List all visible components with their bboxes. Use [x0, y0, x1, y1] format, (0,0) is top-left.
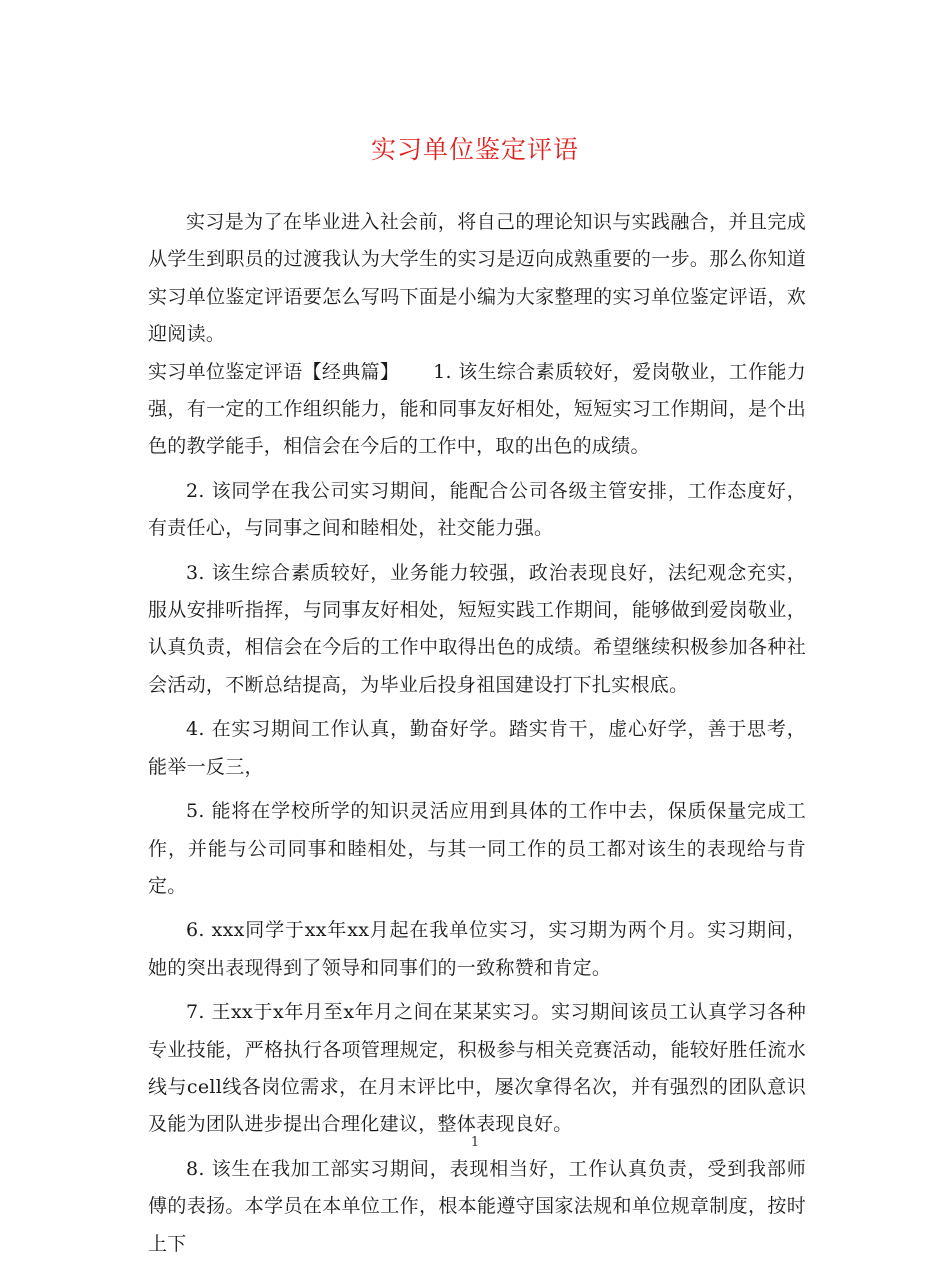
item-paragraph-4: 4. 在实习期间工作认真，勤奋好学。踏实肯干，虚心好学，善于思考，能举一反三， — [148, 718, 806, 778]
document-title: 实习单位鉴定评语 — [370, 135, 579, 164]
item-text-1: 1. 该生综合素质较好，爱岗敬业，工作能力强，有一定的工作组织能力，能和同事友好相处，短短实习工作期间，是个出色的教学能手，相信会在今后的工作中，取的出色的成绩。 — [148, 360, 807, 458]
item-paragraph-8: 8. 该生在我加工部实习期间，表现相当好，工作认真负责，受到我部师傅的表扬。本学员在本单位工作，根本能遵守国家法规和单位规章制度，按时上下 — [148, 1157, 806, 1255]
document-body — [148, 204, 806, 1263]
item-paragraph-2: 2. 该同学在我公司实习期间，能配合公司各级主管安排，工作态度好，有责任心，与同事之间和睦相处，社交能力强。 — [148, 479, 806, 540]
item-paragraph-7: 7. 王xx于x年月至x年月之间在某某实习。实习期间该员工认真学习各种专业技能，严格执行各项管理规定，积极参与相关竞赛活动，能较好胜任流水线与cell线各岗位需求，在月末评比中，屡次拿得名次，并有强烈的团队意识及能为团队进步提出合理化建议，整体表现良好。 — [148, 1001, 806, 1136]
item-paragraph-5: 5. 能将在学校所学的知识灵活应用到具体的工作中去，保质保量完成工作，并能与公司同事和睦相处，与其一同工作的员工都对该生的表现给与肯定。 — [148, 800, 806, 897]
page-number: 1 — [470, 1135, 480, 1150]
section-heading: 实习单位鉴定评语【经典篇】 — [148, 360, 400, 383]
item-paragraph-6: 6. xxx同学于xx年xx月起在我单位实习，实习期为两个月。实习期间，她的突出表现得到了领导和同事们的一致称赞和肯定。 — [148, 919, 806, 979]
item-paragraph-1 — [148, 354, 806, 466]
item-paragraph-3: 3. 该生综合素质较好，业务能力较强，政治表现良好，法纪观念充实，服从安排听指挥，与同事友好相处，短短实践工作期间，能够做到爱岗敬业，认真负责，相信会在今后的工作中取得出色的成绩。希望继续积极参加各种社会活动，不断总结提高，为毕业后投身祖国建设打下扎实根底。 — [148, 561, 806, 696]
intro-paragraph: 实习是为了在毕业进入社会前，将自己的理论知识与实践融合，并且完成从学生到职员的过渡我认为大学生的实习是迈向成熟重要的一步。那么你知道实习单位鉴定评语要怎么写吗下面是小编为大家整理的实习单位鉴定评语，欢迎阅读。 — [148, 211, 806, 346]
